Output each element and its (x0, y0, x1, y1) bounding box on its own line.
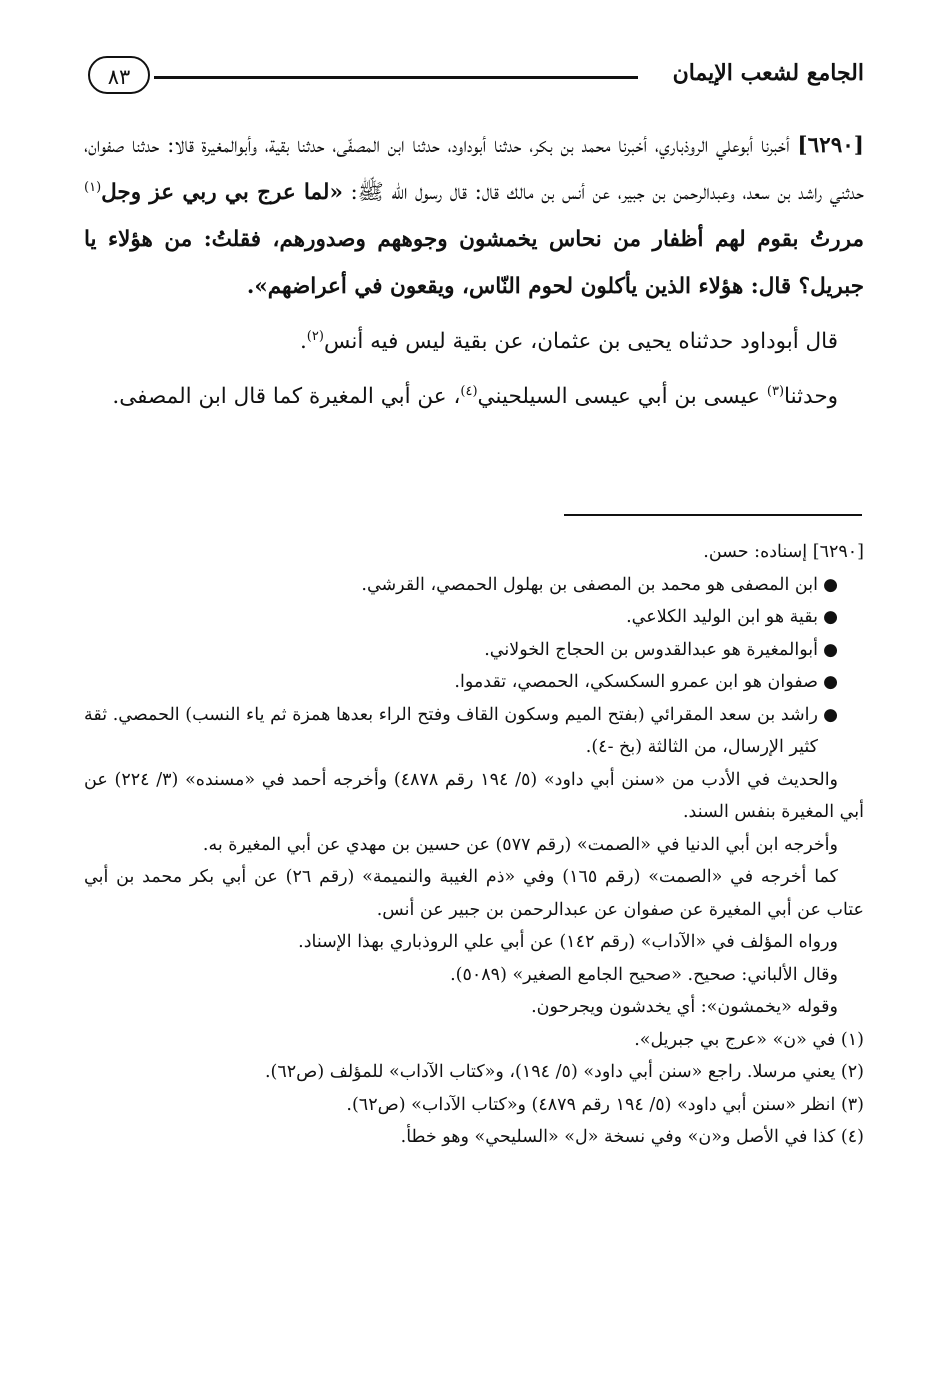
bullet-icon: ● (823, 672, 838, 692)
footnote-ref-4: (٤) (460, 383, 478, 399)
footnote-ref-2: (٢) (306, 328, 324, 344)
footnote-4: (٤) كذا في الأصل و«ن» وفي نسخة «ل» «السليحي» وهو خطأ. (400, 1127, 864, 1147)
takhrij-paragraph: وأخرجه ابن أبي الدنيا في «الصمت» (رقم ٥٧٧) عن حسين بن مهدي عن أبي المغيرة به. (202, 834, 838, 855)
narration-note-2 (84, 373, 864, 420)
takhrij-paragraph: ورواه المؤلف في «الآداب» (رقم ١٤٢) عن أبي علي الروذباري بهذا الإسناد. (298, 932, 838, 952)
running-header (84, 54, 864, 102)
narration-note-1 (84, 318, 864, 365)
footnotes-section (84, 536, 864, 1154)
footnote-ref-3: (٣) (766, 383, 785, 399)
narration-note-2-name: عيسى بن أبي عيسى السيلحيني (477, 384, 761, 409)
narrator-item: ● راشد بن سعد المقرائي (بفتح الميم وسكون القاف وفتح الراء بعدها همزة ثم ياء النسب) الحمصي. ثقة كثير الإرسال، من الثالثة (بخ -٤). (84, 699, 838, 764)
bullet-icon: ● (823, 574, 838, 595)
narration-note-2-start: وحدثنا (784, 384, 838, 409)
footnote-1: (١) في «ن» «عرج بي جبريل». (634, 1029, 864, 1050)
footnote-3: (٣) انظر «سنن أبي داود» (٥/ ١٩٤ رقم ٤٨٧٩) و«كتاب الآداب» (ص٦٢). (346, 1094, 864, 1115)
hadith-paragraph (84, 122, 864, 310)
header-rule (154, 76, 638, 79)
footnote-separator (564, 514, 862, 516)
hadith-isnad: أخبرنا أبوعلي الروذباري، أخبرنا محمد بن بكر، حدثنا أبوداود، حدثنا ابن المصفّى، حدثنا بقية، وأبوالمغيرة قالا: حدثنا صفوان، حدثني راشد بن سعد، وعبدالرحمن بن جبير، عن أنس بن مالك قال: قال رسول الله ﷺ: (84, 133, 864, 205)
grading-line: [٦٢٩٠] إسناده: حسن. (703, 542, 864, 562)
bullet-icon: ● (823, 607, 838, 627)
page-number: ٨٣ (88, 56, 150, 94)
hadith-number: [٦٢٩٠] (797, 133, 864, 158)
takhrij-paragraph: وقوله «يخمشون»: أي يخدشون ويجرحون. (531, 997, 838, 1017)
narrator-item: ● ابن المصفى هو محمد بن المصفى بن بهلول الحمصي، القرشي. (84, 569, 838, 602)
narrator-item: ● صفوان هو ابن عمرو السكسكي، الحمصي، تقدموا. (84, 666, 838, 699)
narrator-list (84, 569, 864, 764)
narration-note-1-text: قال أبوداود حدثناه يحيى بن عثمان، عن بقية ليس فيه أنس (323, 329, 838, 354)
hadith-matn-start: «لما عرج بي ربي عز وجل (101, 180, 343, 205)
book-title: الجامع لشعب الإيمان (672, 60, 864, 86)
narrator-item: ● بقية هو ابن الوليد الكلاعي. (84, 601, 838, 634)
takhrij-paragraph: وقال الألباني: صحيح. «صحيح الجامع الصغير» (٥٠٨٩). (450, 964, 838, 985)
narration-note-2-end: ، عن أبي المغيرة كما قال ابن المصفى. (112, 384, 461, 409)
narrator-item: ● أبوالمغيرة هو عبدالقدوس بن الحجاج الخولاني. (84, 634, 838, 667)
footnote-2: (٢) يعني مرسلا. راجع «سنن أبي داود» (٥/ ١٩٤)، و«كتاب الآداب» للمؤلف (ص٦٢). (264, 1062, 864, 1082)
takhrij-paragraph: كما أخرجه في «الصمت» (رقم ١٦٥) وفي «ذم الغيبة والنميمة» (رقم ٢٦) عن أبي بكر محمد بن أبي عتاب عن أبي المغيرة عن صفوان عن عبدالرحمن بن جبير عن أنس. (84, 867, 864, 920)
footnote-ref-1: (١) (84, 179, 102, 195)
hadith-matn-rest: مررتُ بقوم لهم أظفار من نحاس يخمشون وجوههم وصدورهم، فقلتُ: من هؤلاء يا جبريل؟ قال: هؤلاء الذين يأكلون لحوم النّاس، ويقعون في أعراضهم». (84, 227, 864, 299)
takhrij-paragraph: والحديث في الأدب من «سنن أبي داود» (٥/ ١٩٤ رقم ٤٨٧٨) وأخرجه أحمد في «مسنده» (٣/ ٢٢٤) عن أبي المغيرة بنفس السند. (84, 769, 864, 822)
narration-note-1-end: . (299, 329, 307, 354)
main-text (84, 122, 864, 420)
bullet-icon: ● (823, 639, 838, 660)
bullet-icon: ● (823, 704, 838, 725)
